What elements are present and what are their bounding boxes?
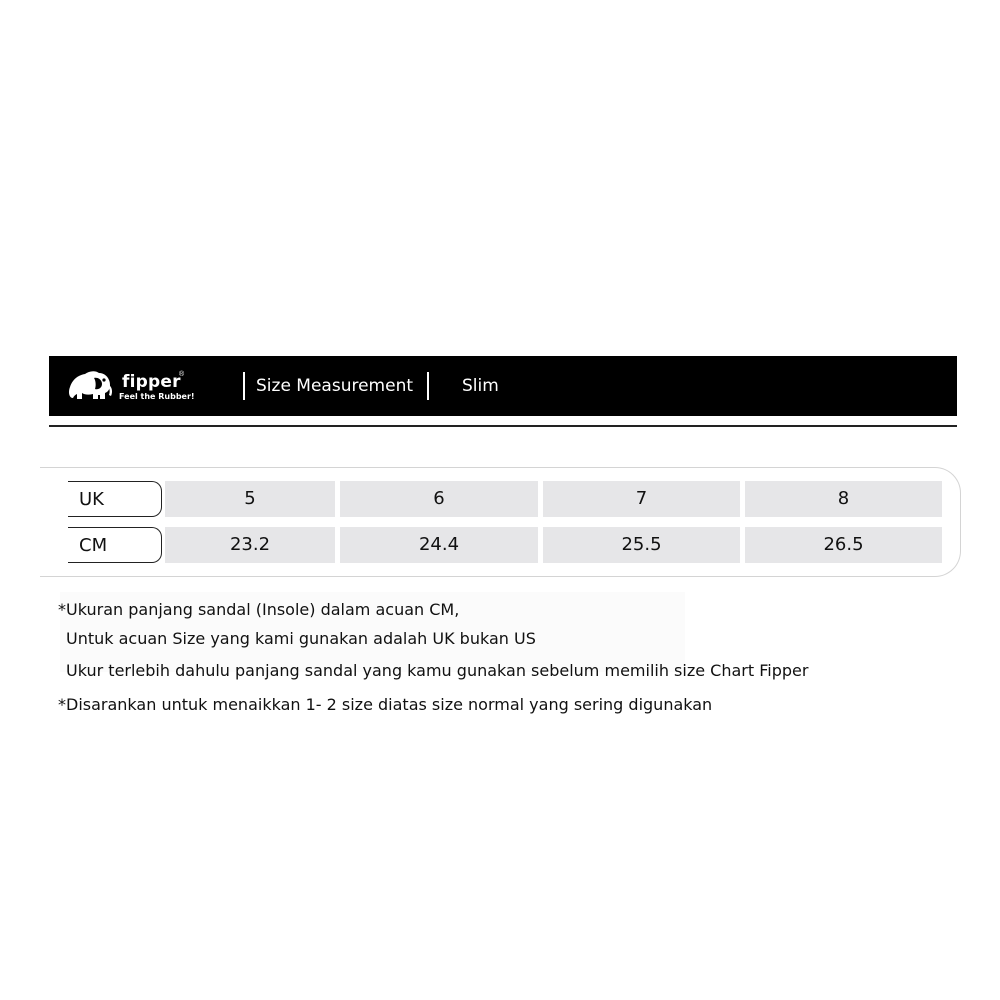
table-cell: 5 [165,481,335,517]
table-cell: 6 [340,481,538,517]
table-cell: 8 [745,481,942,517]
row-label-text: UK [79,489,104,510]
note-text: *Ukuran panjang sandal (Insole) dalam acuan CM, [58,600,460,619]
note-text: *Disarankan untuk menaikkan 1- 2 size diatas size normal yang sering digunakan [58,695,713,714]
elephant-icon [67,368,115,404]
header-divider [427,372,429,400]
brand-tagline: Feel the Rubber! [119,392,195,401]
table-cell: 26.5 [745,527,942,563]
row-label-uk [68,481,162,517]
horizontal-rule [49,425,957,427]
product-variant: Slim [462,376,499,396]
brand-logo [67,368,197,406]
table-cell: 23.2 [165,527,335,563]
note-text: Untuk acuan Size yang kami gunakan adalah UK bukan US [66,629,536,648]
row-label-text: CM [79,535,108,556]
row-label-cm [68,527,162,563]
brand-name: fipper [122,372,181,392]
table-cell: 24.4 [340,527,538,563]
page-title: Size Measurement [256,376,414,396]
table-cell: 7 [543,481,740,517]
note-text: Ukur terlebih dahulu panjang sandal yang kamu gunakan sebelum memilih size Chart Fipper [66,661,809,680]
table-cell: 25.5 [543,527,740,563]
registered-mark: ® [179,371,185,378]
header-divider [243,372,245,400]
header-bar [49,356,957,416]
